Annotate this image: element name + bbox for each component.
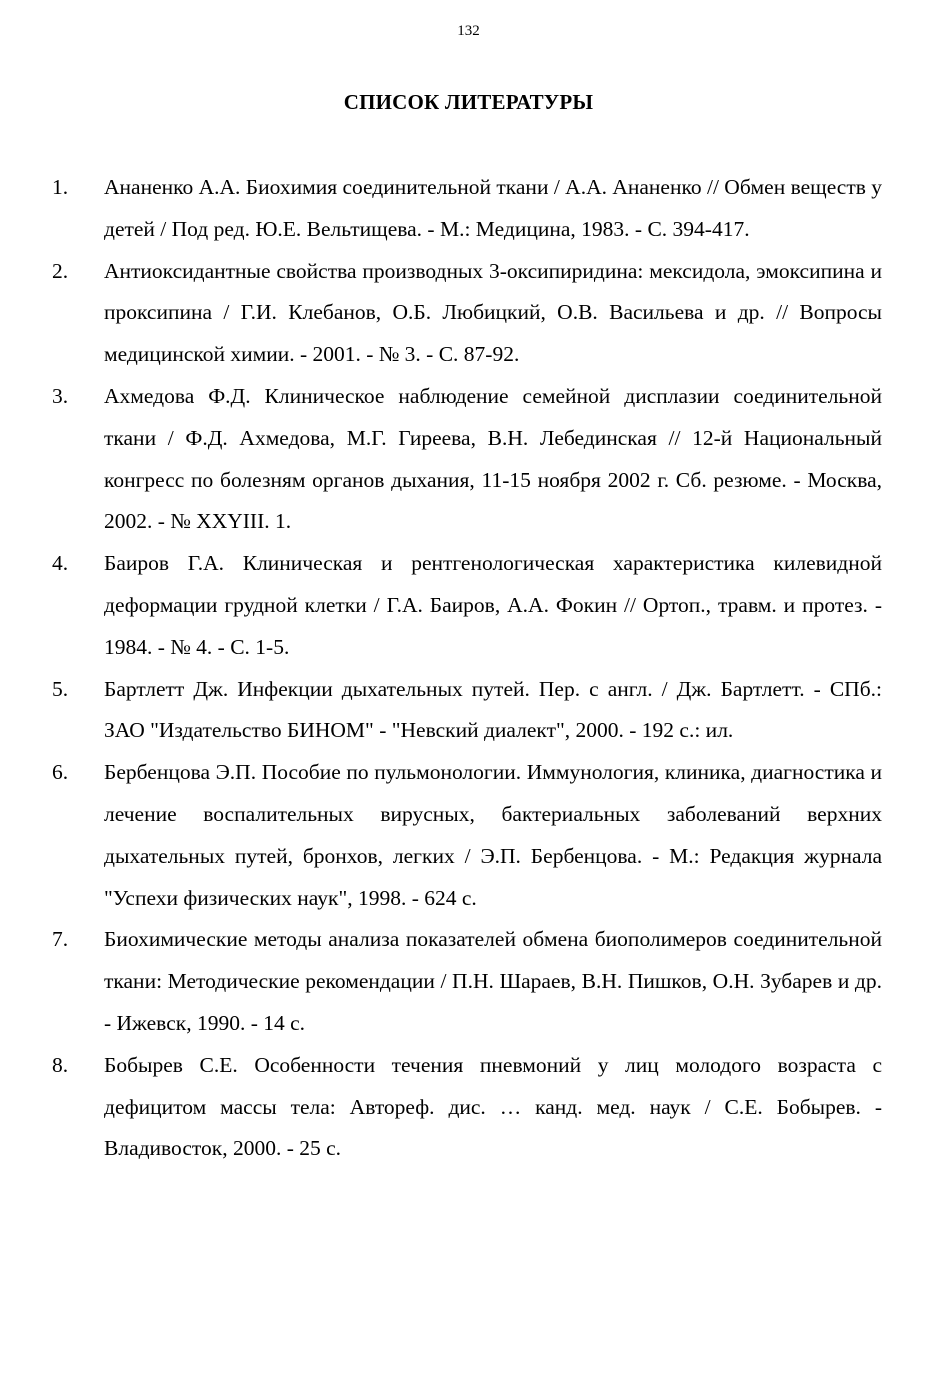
reference-item — [0, 167, 882, 251]
reference-list — [0, 167, 937, 1170]
reference-text: Баиров Г.А. Клиническая и рентгенологическая характеристика килевидной деформации грудной клетки / Г.А. Баиров, А.А. Фокин // Ортоп., травм. и протез. - 1984. - № 4. - С. 1-5. — [104, 551, 882, 659]
reference-number: 6. — [52, 760, 69, 785]
reference-item — [0, 919, 882, 1044]
reference-text: Бобырев С.Е. Особенности течения пневмоний у лиц молодого возраста с дефицитом массы тела: Автореф. дис. … канд. мед. наук / С.Е. Бобырев. - Владивосток, 2000. - 25 с. — [104, 1052, 882, 1161]
reference-number: 1. — [52, 175, 69, 199]
reference-text: Бербенцова Э.П. Пособие по пульмонологии. Иммунология, клиника, диагностика и лечение воспалительных вирусных, бактериальных заболеваний верхних дыхательных путей, бронхов, легких / Э.П. Бербенцова. - М.: Редакция журнала "Успехи физических наук", 1998. - 624 с. — [104, 760, 882, 910]
reference-item — [0, 669, 882, 753]
reference-number: 3. — [52, 383, 69, 408]
reference-number: 5. — [52, 676, 69, 701]
reference-item — [0, 376, 882, 543]
reference-item — [0, 251, 882, 376]
reference-number: 7. — [52, 927, 69, 952]
reference-text: Ахмедова Ф.Д. Клиническое наблюдение семейной дисплазии соединительной ткани / Ф.Д. Ахмедова, М.Г. Гиреева, В.Н. Лебединская // 12-й Национальный конгресс по болезням органов дыхания, 11-15 ноября 2002 г. Сб. резюме. - Москва, 2002. - № XXYIII. 1. — [104, 383, 882, 534]
reference-item — [0, 752, 882, 919]
reference-text: Бартлетт Дж. Инфекции дыхательных путей. Пер. с англ. / Дж. Бартлетт. - СПб.: ЗАО "Издательство БИНОМ" - "Невский диалект", 2000. - 192 с.: ил. — [104, 676, 882, 743]
reference-number: 2. — [52, 258, 69, 283]
page-title: СПИСОК ЛИТЕРАТУРЫ — [343, 90, 594, 114]
reference-number: 8. — [52, 1052, 69, 1077]
reference-number: 4. — [52, 551, 69, 576]
reference-item — [0, 543, 882, 668]
reference-text: Биохимические методы анализа показателей обмена биополимеров соединительной ткани: Методические рекомендации / П.Н. Шараев, В.Н. Пишков, О.Н. Зубарев и др. - Ижевск, 1990. - 14 с. — [104, 927, 882, 1035]
reference-item — [0, 1045, 882, 1170]
page-number: 132 — [457, 23, 480, 39]
reference-text: Антиоксидантные свойства производных 3-оксипиридина: мексидола, эмоксипина и проксипина / Г.И. Клебанов, О.Б. Любицкий, О.В. Васильева и др. // Вопросы медицинской химии. - 2001. - № 3. - С. 87-92. — [104, 258, 882, 367]
reference-text: Ананенко А.А. Биохимия соединительной ткани / А.А. Ананенко // Обмен веществ у детей / Под ред. Ю.Е. Вельтищева. - М.: Медицина, 1983. - С. 394-417. — [104, 175, 882, 241]
